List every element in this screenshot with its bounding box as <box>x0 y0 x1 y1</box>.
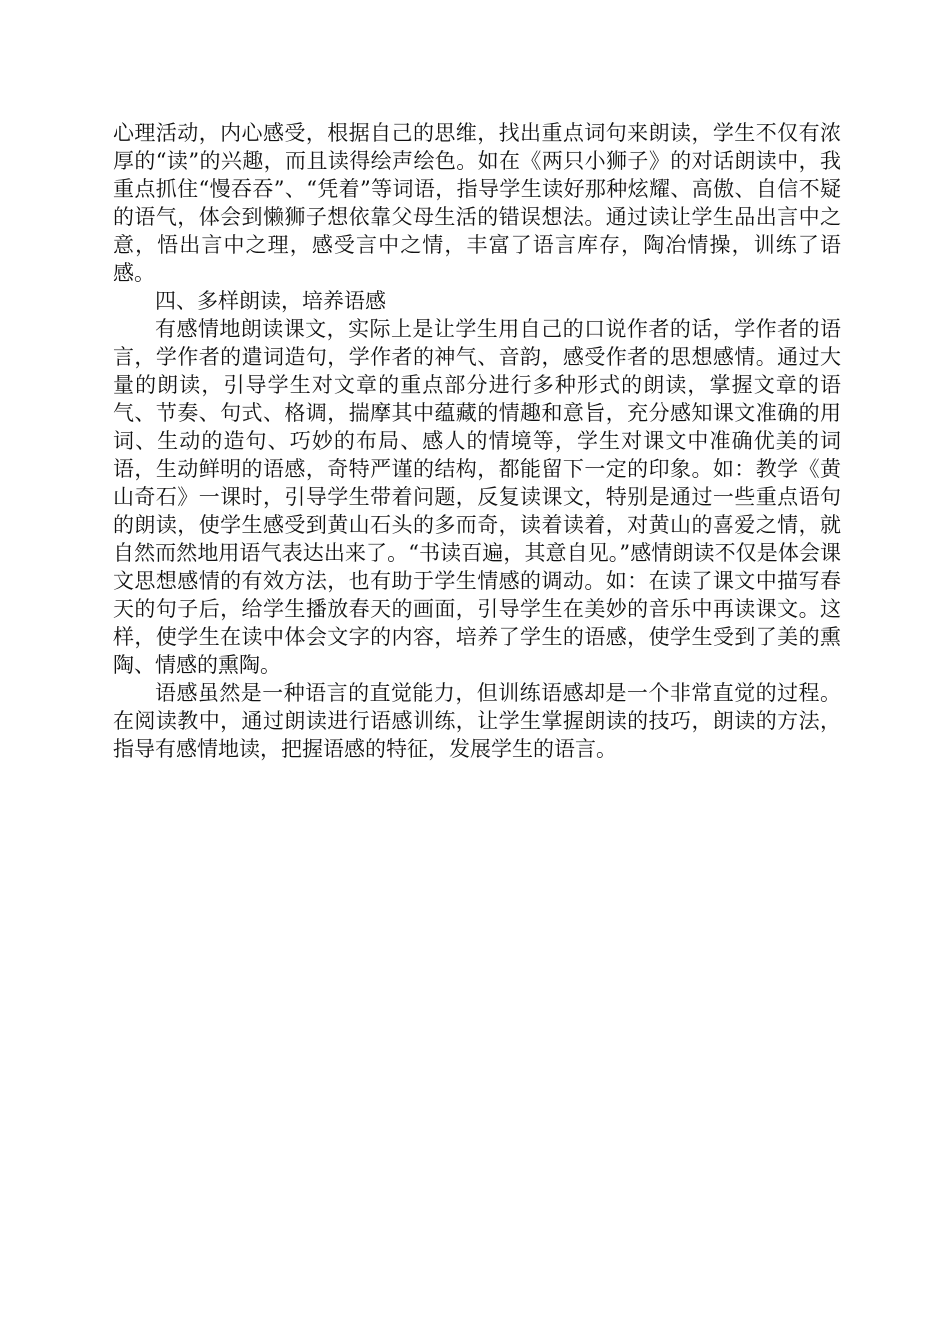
paragraph-continuation: 心理活动，内心感受，根据自己的思维，找出重点词句来朗读，学生不仅有浓厚的“读”的兴趣，而且读得绘声绘色。如在《两只小狮子》的对话朗读中，我重点抓住“慢吞吞”、“凭着”等词语，指导学生读好那种炫耀、高傲、自信不疑的语气，体会到懒狮子想依靠父母生活的错误想法。通过读让学生品出言中之意，悟出言中之理，感受言中之情，丰富了语言库存，陶冶情操，训练了语感。 <box>113 121 841 285</box>
paragraph-reading-aloud: 有感情地朗读课文，实际上是让学生用自己的口说作者的话，学作者的语言，学作者的遣词造句，学作者的神气、音韵，感受作者的思想感情。通过大量的朗读，引导学生对文章的重点部分进行多种形式的朗读，掌握文章的语气、节奏、句式、格调，揣摩其中蕴藏的情趣和意旨，充分感知课文准确的用词、生动的造句、巧妙的布局、感人的情境等，学生对课文中准确优美的词语，生动鲜明的语感，奇特严谨的结构，都能留下一定的印象。如：教学《黄山奇石》一课时，引导学生带着问题，反复读课文，特别是通过一些重点语句的朗读，使学生感受到黄山石头的多而奇，读着读着，对黄山的喜爱之情，就自然而然地用语气表达出来了。“书读百遍，其意自见。”感情朗读不仅是体会课文思想感情的有效方法，也有助于学生情感的调动。如：在读了课文中描写春天的句子后，给学生播放春天的画面，引导学生在美妙的音乐中再读课文。这样，使学生在读中体会文字的内容，培养了学生的语感，使学生受到了美的熏陶、情感的熏陶。 <box>113 317 841 677</box>
paragraph-conclusion: 语感虽然是一种语言的直觉能力，但训练语感却是一个非常直觉的过程。在阅读教中，通过朗读进行语感训练，让学生掌握朗读的技巧，朗读的方法，指导有感情地读，把握语感的特征，发展学生的语言。 <box>113 681 841 761</box>
document-body <box>113 119 841 763</box>
section-heading: 四、多样朗读，培养语感 <box>155 289 386 313</box>
